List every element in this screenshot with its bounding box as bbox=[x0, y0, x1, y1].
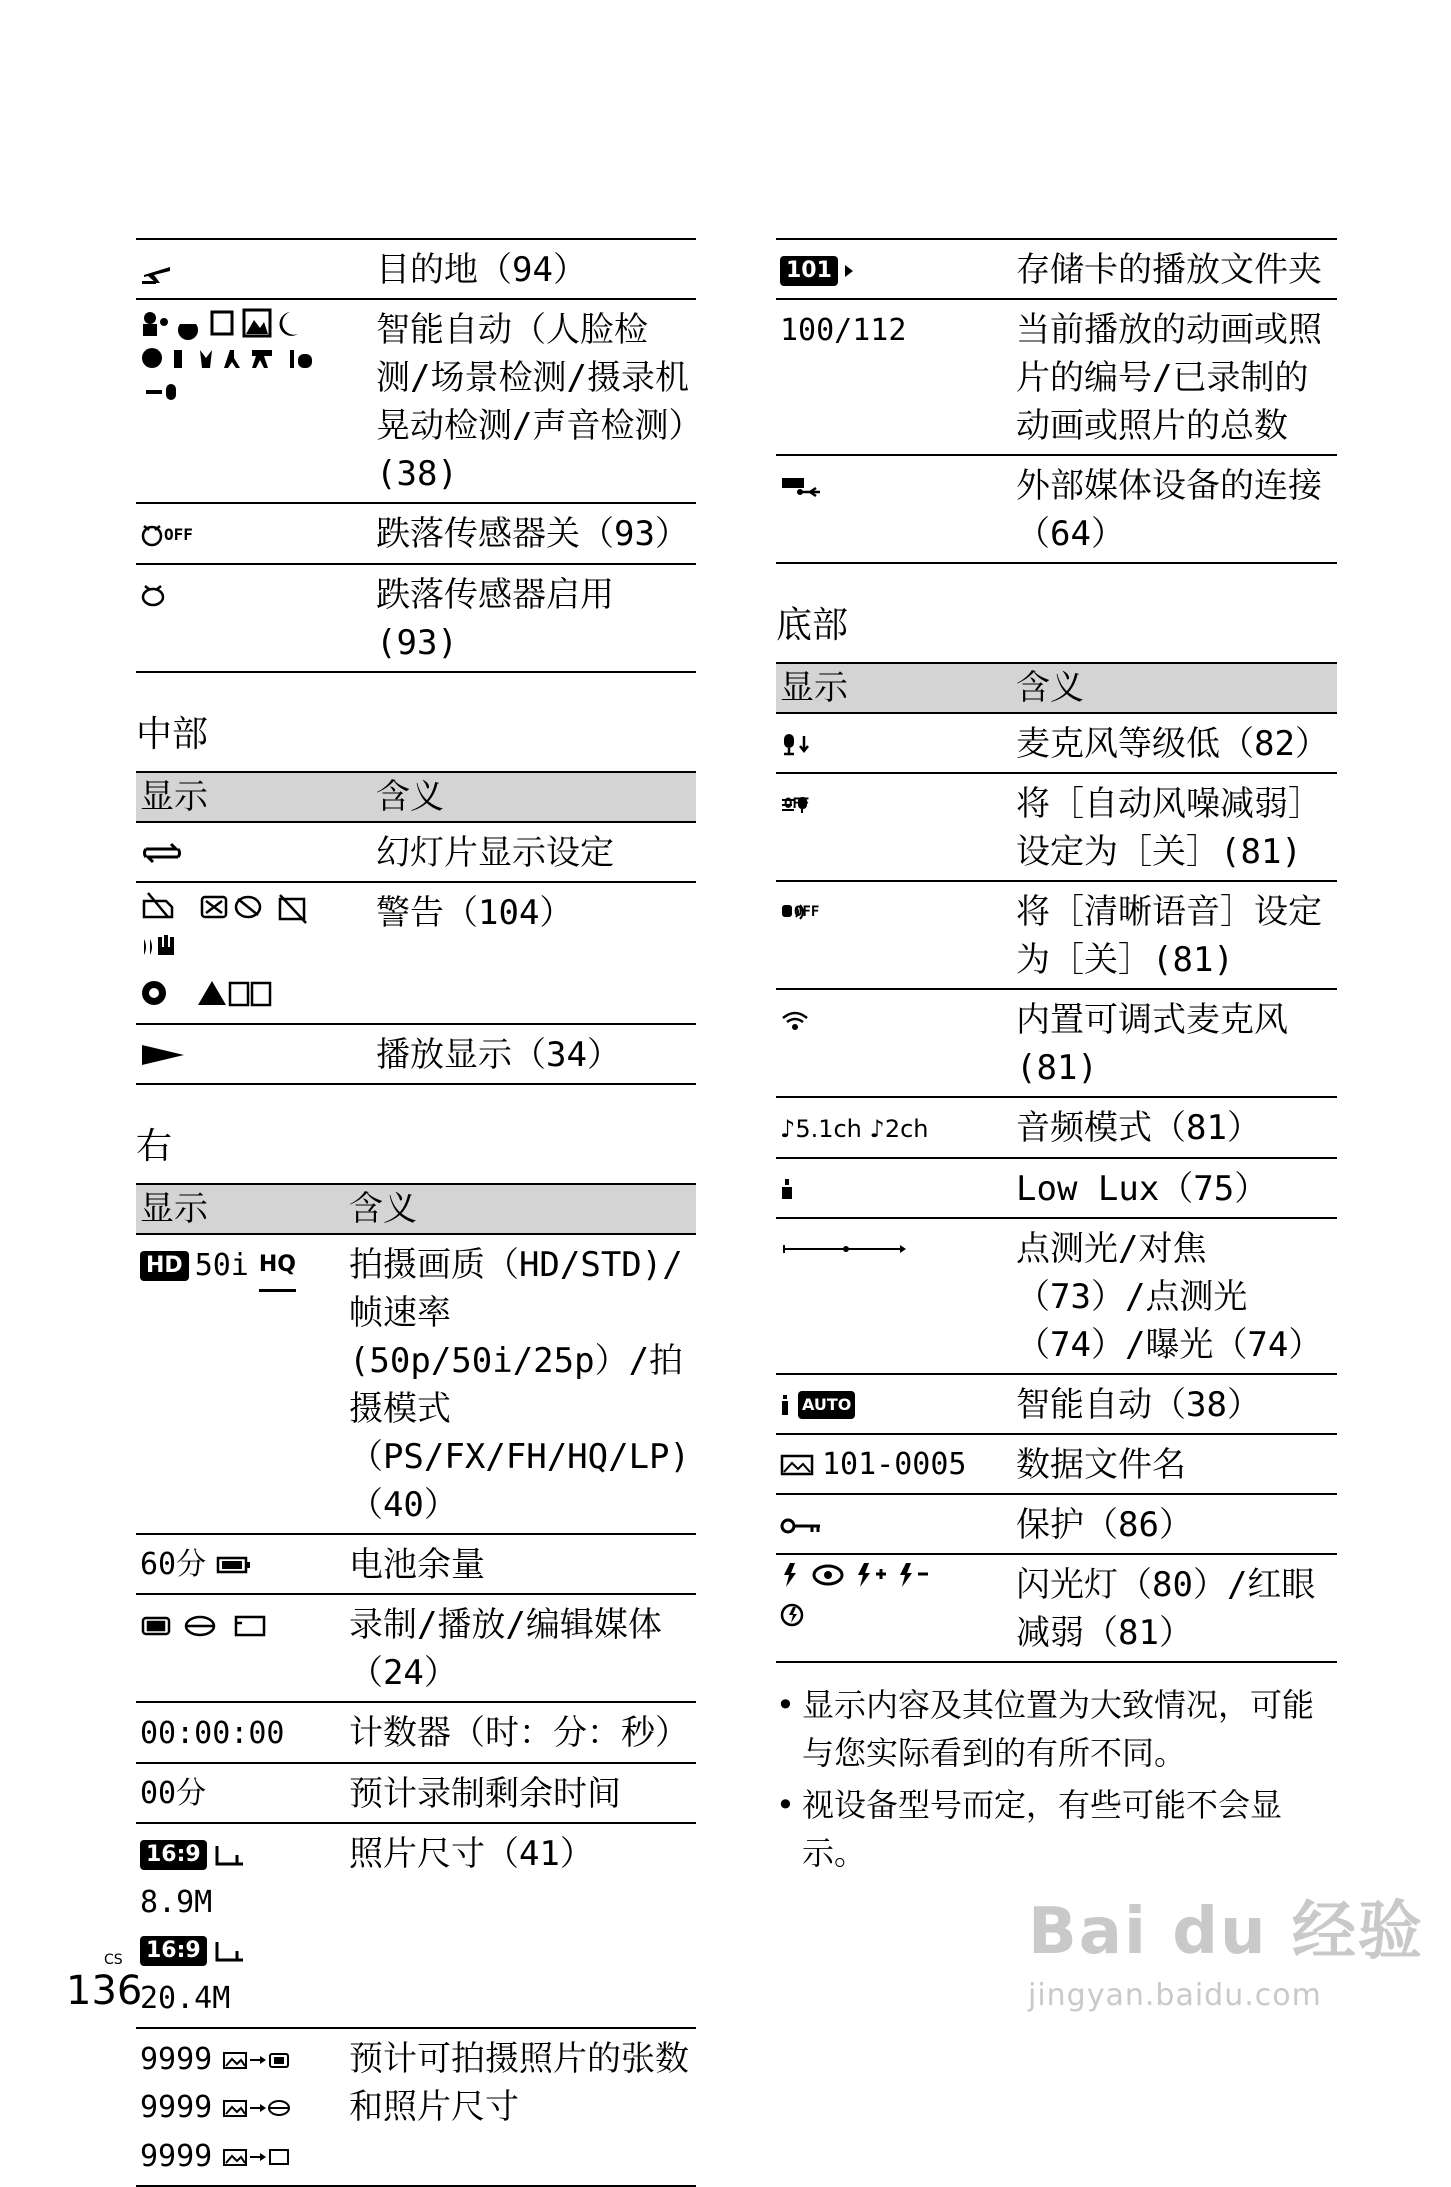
row-meaning: 保护（86） bbox=[1012, 1494, 1337, 1554]
mic-level-low-icon bbox=[780, 732, 816, 758]
flash-icons bbox=[780, 1561, 950, 1631]
protect-icon bbox=[780, 1516, 824, 1536]
bottom-table bbox=[776, 662, 1337, 1663]
note-item: • 视设备型号而定，有些可能不会显示。 bbox=[776, 1781, 1337, 1877]
intelligent-auto-icons bbox=[140, 306, 340, 416]
photo-count-line bbox=[140, 2035, 339, 2084]
row-meaning: 数据文件名 bbox=[1012, 1434, 1337, 1495]
icon-cell bbox=[776, 299, 1012, 455]
photo-count-line bbox=[140, 2132, 339, 2181]
table-row bbox=[136, 503, 696, 564]
photo-icon bbox=[780, 1453, 814, 1477]
row-meaning: 拍摄画质（HD/STD)/帧速率(50p/50i/25p）/拍摄模式（PS/FX/FH/HQ/LP)（40） bbox=[345, 1234, 696, 1534]
row-meaning: 智能自动（人脸检测/场景检测/摄录机晃动检测/声音检测）(38) bbox=[372, 299, 696, 503]
icon-cell bbox=[136, 1534, 345, 1595]
remaining-time-text: 00分 bbox=[140, 1776, 207, 1811]
icon-cell bbox=[136, 503, 372, 564]
note-item: • 显示内容及其位置为大致情况，可能与您实际看到的有所不同。 bbox=[776, 1681, 1337, 1777]
table-row bbox=[776, 773, 1337, 881]
row-meaning: 麦克风等级低（82） bbox=[1012, 713, 1337, 773]
table-row bbox=[776, 1374, 1337, 1434]
row-meaning: 录制/播放/编辑媒体（24） bbox=[345, 1594, 696, 1702]
row-meaning: 跌落传感器启用(93) bbox=[372, 564, 696, 672]
table-row bbox=[776, 1554, 1337, 1662]
row-meaning: 幻灯片显示设定 bbox=[372, 822, 696, 882]
row-meaning: 将［清晰语音］设定为［关］(81) bbox=[1012, 881, 1337, 989]
photo-size-line bbox=[140, 1830, 339, 1927]
table-row bbox=[776, 713, 1337, 773]
play-icon bbox=[140, 1043, 186, 1067]
drop-sensor-on-icon bbox=[140, 582, 166, 608]
row-meaning: 照片尺寸（41） bbox=[345, 1823, 696, 2028]
playback-number-text: 100/112 bbox=[780, 312, 907, 348]
section-title-bottom: 底部 bbox=[776, 605, 849, 646]
header-display: 显示 bbox=[776, 663, 1012, 713]
table-row bbox=[136, 1823, 696, 2028]
section-title-middle: 中部 bbox=[136, 713, 209, 755]
table-row bbox=[136, 1594, 696, 1702]
row-meaning: 预计可拍摄照片的张数和照片尺寸 bbox=[345, 2028, 696, 2186]
icon-cell bbox=[136, 239, 372, 299]
icon-cell bbox=[136, 1594, 345, 1702]
icon-cell bbox=[136, 564, 372, 672]
photo-size-text: 8.9M bbox=[140, 1884, 213, 1920]
header-display: 显示 bbox=[136, 1184, 345, 1234]
caret-right-icon bbox=[844, 264, 854, 278]
right-top-table bbox=[776, 238, 1337, 564]
photo-to-card-icon bbox=[222, 2049, 292, 2071]
row-meaning: 目的地（94） bbox=[372, 239, 696, 299]
icon-cell bbox=[776, 773, 1012, 881]
row-meaning: 警告（104） bbox=[372, 882, 696, 1024]
icon-cell bbox=[776, 455, 1012, 563]
table-row bbox=[136, 239, 696, 299]
middle-table bbox=[136, 771, 696, 1085]
left-top-table bbox=[136, 238, 696, 673]
row-meaning: 跌落传感器关（93） bbox=[372, 503, 696, 564]
notes-list bbox=[776, 1681, 1337, 1877]
header-meaning: 含义 bbox=[372, 772, 696, 822]
icon-cell bbox=[136, 1024, 372, 1084]
drop-sensor-off-icon bbox=[140, 522, 164, 548]
table-row bbox=[776, 1218, 1337, 1374]
aspect-badge: 16:9 bbox=[140, 1840, 207, 1870]
icon-cell bbox=[136, 1234, 345, 1534]
table-row bbox=[136, 2028, 696, 2186]
battery-text: 60分 bbox=[140, 1547, 207, 1582]
battery-icon bbox=[216, 1556, 252, 1574]
table-header-row bbox=[136, 1184, 696, 1234]
row-meaning: 点测光/对焦（73）/点测光（74）/曝光（74） bbox=[1012, 1218, 1337, 1374]
media-icons bbox=[140, 1613, 270, 1639]
table-row bbox=[136, 882, 696, 1024]
photo-size-line bbox=[140, 1927, 339, 2024]
photo-count-text: 9999 bbox=[140, 2090, 213, 2125]
page-number: 136 bbox=[66, 1968, 143, 2014]
counter-text: 00:00:00 bbox=[140, 1715, 285, 1751]
icon-cell bbox=[776, 1374, 1012, 1434]
table-header-row bbox=[776, 663, 1337, 713]
section-title-right: 右 bbox=[136, 1125, 173, 1167]
spot-meter-icon bbox=[780, 1241, 910, 1257]
photo-size-text: 20.4M bbox=[140, 1981, 231, 2016]
table-row bbox=[136, 564, 696, 672]
photo-count-text: 9999 bbox=[140, 2138, 213, 2174]
icon-cell bbox=[776, 1158, 1012, 1218]
icon-cell bbox=[136, 822, 372, 882]
header-meaning: 含义 bbox=[1012, 663, 1337, 713]
row-meaning: 内置可调式麦克风(81) bbox=[1012, 989, 1337, 1097]
table-row bbox=[776, 239, 1337, 299]
voice-clear-off-label: OFF bbox=[794, 904, 820, 920]
table-row bbox=[136, 299, 696, 503]
row-meaning: 播放显示（34） bbox=[372, 1024, 696, 1084]
table-row bbox=[776, 455, 1337, 563]
icon-cell bbox=[776, 1097, 1012, 1158]
icon-cell bbox=[776, 881, 1012, 989]
table-row bbox=[776, 1097, 1337, 1158]
aspect-badge: 16:9 bbox=[140, 1936, 207, 1966]
watermark-sub: jingyan.baidu.com bbox=[1028, 1978, 1322, 2013]
row-meaning: 存储卡的播放文件夹 bbox=[1012, 239, 1337, 299]
table-row bbox=[136, 1702, 696, 1763]
icon-cell bbox=[776, 1554, 1012, 1662]
header-display: 显示 bbox=[136, 772, 372, 822]
icon-cell bbox=[136, 882, 372, 1024]
icon-cell bbox=[136, 1823, 345, 2028]
icon-cell bbox=[776, 1494, 1012, 1554]
icon-cell bbox=[776, 713, 1012, 773]
table-row bbox=[136, 1234, 696, 1534]
watermark bbox=[1028, 1880, 1424, 2013]
table-header-row bbox=[136, 772, 696, 822]
row-meaning: 外部媒体设备的连接（64） bbox=[1012, 455, 1337, 563]
icon-cell bbox=[136, 1702, 345, 1763]
row-meaning: 将［自动风噪减弱］设定为［关］(81) bbox=[1012, 773, 1337, 881]
table-row bbox=[776, 989, 1337, 1097]
left-column bbox=[136, 238, 696, 2187]
right-table bbox=[136, 1183, 696, 2187]
table-row bbox=[136, 1024, 696, 1084]
table-row bbox=[776, 1494, 1337, 1554]
table-row bbox=[776, 1434, 1337, 1495]
row-meaning: 当前播放的动画或照片的编号/已录制的动画或照片的总数 bbox=[1012, 299, 1337, 455]
table-row bbox=[136, 1763, 696, 1824]
folder-badge: 101 bbox=[780, 256, 838, 286]
icon-cell bbox=[776, 989, 1012, 1097]
table-row bbox=[136, 822, 696, 882]
hd-badge: HD bbox=[140, 1251, 189, 1281]
watermark-main: Bai du 经验 bbox=[1028, 1895, 1424, 1969]
icon-cell bbox=[136, 1763, 345, 1824]
header-meaning: 含义 bbox=[345, 1184, 696, 1234]
row-meaning: 预计录制剩余时间 bbox=[345, 1763, 696, 1824]
photo-frame-icon bbox=[213, 1843, 249, 1867]
row-meaning: 音频模式（81） bbox=[1012, 1097, 1337, 1158]
frame-rate-text: 50i bbox=[194, 1248, 249, 1283]
external-media-icon bbox=[780, 474, 824, 500]
icon-cell bbox=[776, 1434, 1012, 1495]
audio-mode-text: ♪5.1ch ♪2ch bbox=[780, 1114, 929, 1143]
table-row bbox=[136, 1534, 696, 1595]
zoom-mic-icon bbox=[780, 1010, 810, 1032]
intelligent-auto-i-icon bbox=[780, 1393, 790, 1417]
table-row bbox=[776, 881, 1337, 989]
row-meaning: 电池余量 bbox=[345, 1534, 696, 1595]
icon-cell bbox=[136, 2028, 345, 2186]
warning-icons bbox=[140, 889, 340, 1019]
icon-cell bbox=[776, 239, 1012, 299]
icon-cell bbox=[776, 1218, 1012, 1374]
slideshow-icon bbox=[140, 841, 184, 865]
right-column bbox=[776, 238, 1337, 1909]
drop-sensor-off-label: OFF bbox=[164, 524, 193, 544]
file-name-text: 101-0005 bbox=[822, 1447, 967, 1482]
table-row bbox=[776, 299, 1337, 455]
row-meaning: 计数器（时：分：秒） bbox=[345, 1702, 696, 1763]
row-meaning: 智能自动（38） bbox=[1012, 1374, 1337, 1434]
wind-noise-off-label: OFF bbox=[784, 796, 810, 812]
auto-badge: AUTO bbox=[798, 1391, 855, 1419]
photo-to-memory-icon bbox=[222, 2146, 292, 2168]
photo-count-text: 9999 bbox=[140, 2041, 213, 2077]
row-meaning: 闪光灯（80）/红眼减弱（81） bbox=[1012, 1554, 1337, 1662]
icon-cell bbox=[136, 299, 372, 503]
table-row bbox=[776, 1158, 1337, 1218]
destination-icon bbox=[140, 257, 174, 285]
row-meaning: Low Lux（75） bbox=[1012, 1158, 1337, 1218]
photo-frame-icon bbox=[213, 1939, 249, 1963]
low-lux-icon bbox=[780, 1177, 794, 1201]
photo-count-line bbox=[140, 2084, 339, 2133]
page-language: CS bbox=[104, 1952, 123, 1968]
photo-to-disk-icon bbox=[222, 2097, 292, 2119]
quality-badge: HQ bbox=[259, 1241, 296, 1292]
